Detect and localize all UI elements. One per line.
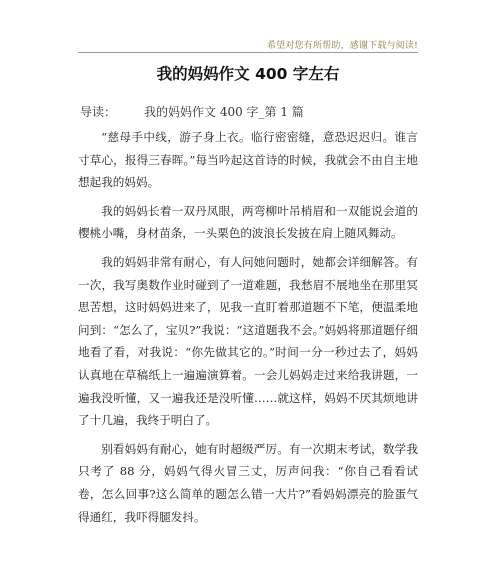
guide-label: 导读： (80, 105, 117, 119)
paragraph: 我的妈妈非常有耐心，有人问她问题时，她都会详细解答。有一次，我写奥数作业时碰到了一道难题，我愁眉不展地坐在那里冥思苦想，这时妈妈进来了，见我一直盯着那道题不下笔，便温柔地问到：“怎么了，宝贝?”我说：“这道题我不会。”妈妈将那道题仔细地看了看，对我说：“你先做其它的。”时间一分一秒过去了，妈妈认真地在草稿纸上一遍遍演算着。一会儿妈妈走过来给我讲题，一遍我没听懂，又一遍我还是没听懂……就这样，妈妈不厌其烦地讲了十几遍，我终于明白了。 (78, 254, 418, 428)
paragraph: 别看妈妈有耐心，她有时超级严厉。有一次期末考试，数学我只考了 88 分，妈妈气得火冒三丈，厉声问我：“你自己看看试卷，怎么回事?这么简单的题怎么错一大片?”看妈妈漂亮的脸蛋气得通红，我吓得腿发抖。 (78, 441, 418, 524)
header-divider (78, 52, 418, 53)
paragraph: “慈母手中线，游子身上衣。临行密密缝，意恐迟迟归。谁言寸草心，报得三春晖。”每当吟起这首诗的时候，我就会不由自主地想起我的妈妈。 (78, 130, 418, 190)
paragraph: 我的妈妈长着一双丹凤眼，两弯柳叶吊梢眉和一双能说会道的樱桃小嘴，身材苗条，一头栗色的波浪长发披在肩上随风舞动。 (78, 203, 418, 241)
guide-line (80, 103, 304, 120)
guide-text: 我的妈妈作文 400 字_第 1 篇 (144, 105, 304, 119)
header-note: 希望对您有所帮助，感谢下载与阅读! (266, 41, 418, 51)
document-body (78, 126, 418, 534)
document-title: 我的妈妈作文 400 字左右 (156, 65, 340, 83)
